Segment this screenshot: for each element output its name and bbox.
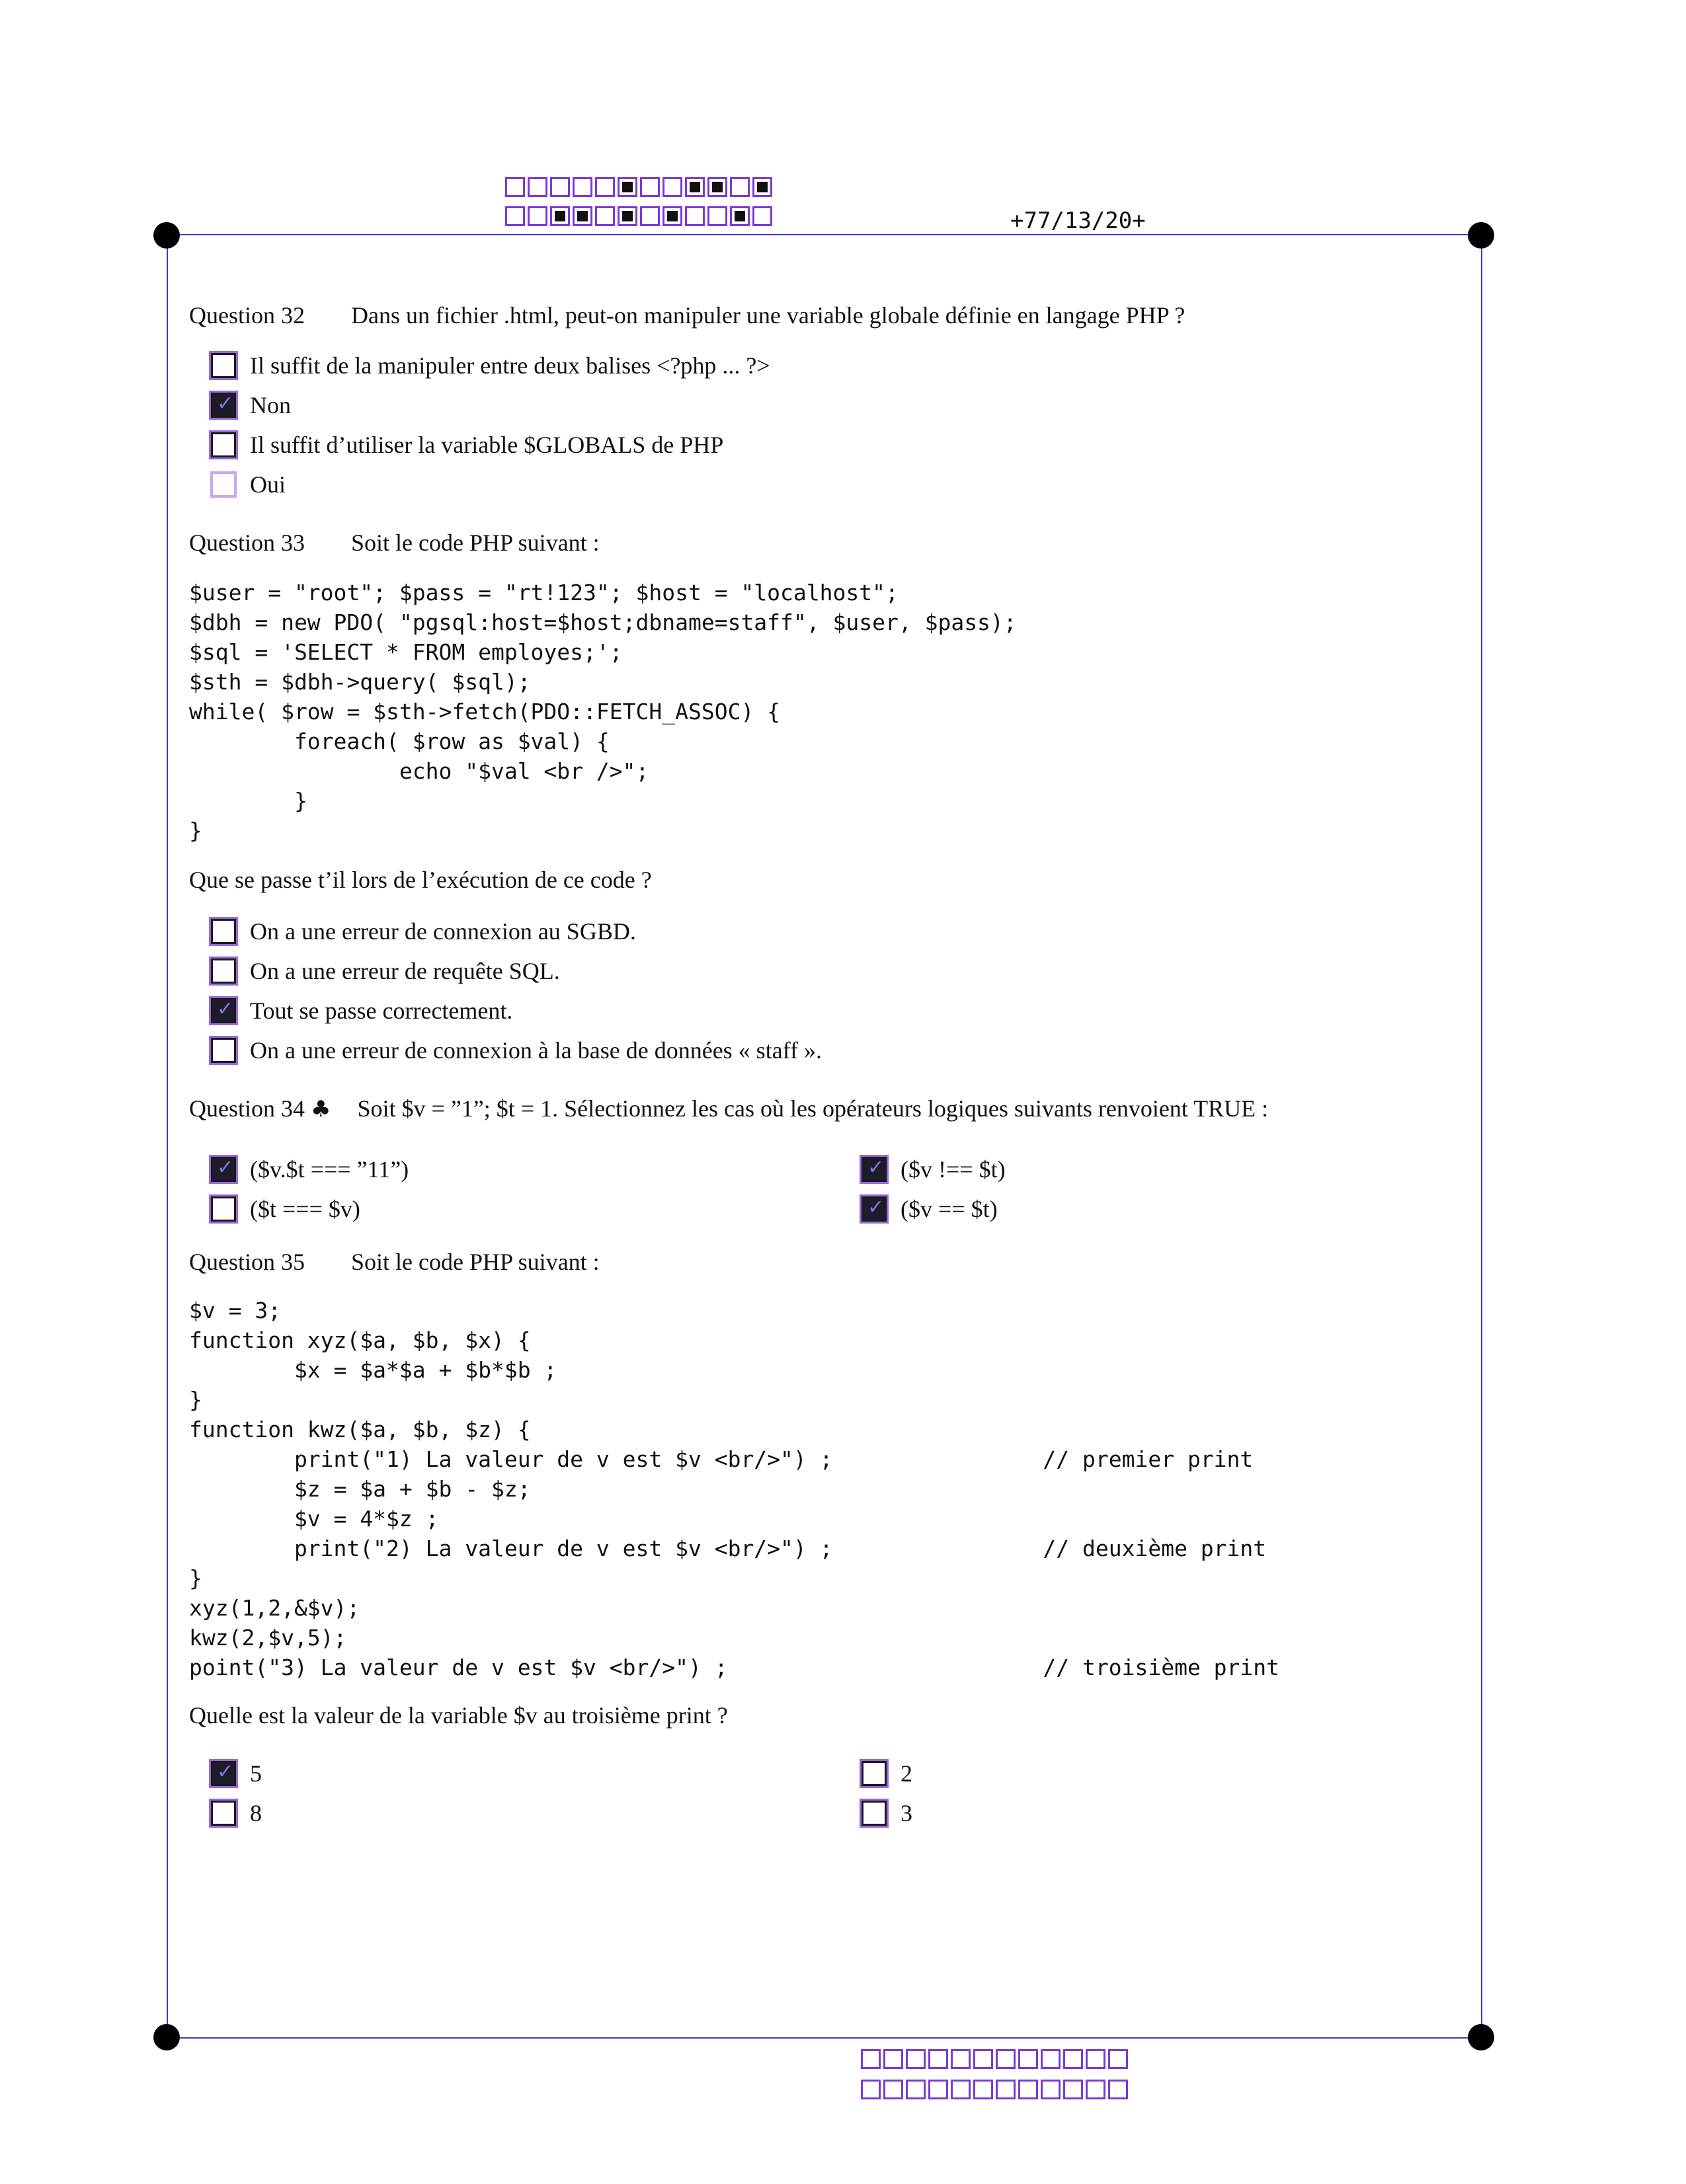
question-prompt: Soit $v = ”1”; $t = 1. Sélectionnez les cas où les opérateurs logiques suivants renvoient TRUE : xyxy=(357,1095,1269,1122)
code-box xyxy=(1018,2049,1038,2069)
code-box xyxy=(662,177,682,197)
q34-answer-2[interactable] xyxy=(861,1155,1006,1183)
code-box xyxy=(528,177,547,197)
code-box xyxy=(1041,2080,1061,2099)
code-box xyxy=(1108,2049,1128,2069)
code-box xyxy=(640,206,660,226)
question-number: Question 35 xyxy=(189,1249,305,1275)
code-box xyxy=(996,2080,1016,2099)
q33-question: Que se passe t’il lors de l’exécution de ce code ? xyxy=(189,867,652,893)
answer-label: ($v !== $t) xyxy=(901,1156,1006,1183)
q35-code-block: $v = 3; function xyz($a, $b, $x) { $x = $a*$a + $b*$b ; } function kwz($a, $b, $z) { print("1) La valeur de v est $v <br/>") ; // premier print $z = $a + $b - $z; $v = 4*$z ; print("2) La valeur de v est $v <br/>") ; // deuxième print } xyz(1,2,&$v); kwz(2,$v,5); point("3) La valeur de v est $v <br/>") ; // troisième print xyxy=(189,1298,1280,1680)
q35-answer-2[interactable] xyxy=(861,1760,912,1787)
q35-answer-4[interactable] xyxy=(861,1799,912,1827)
code-box xyxy=(1063,2080,1083,2099)
answer-label: On a une erreur de connexion au SGBD. xyxy=(250,918,636,945)
answer-label: ($v == $t) xyxy=(901,1196,998,1222)
q34-answer-4[interactable] xyxy=(861,1195,998,1223)
question-35-header xyxy=(189,1248,600,1276)
code-box xyxy=(618,177,637,197)
answer-label: 3 xyxy=(901,1800,912,1826)
q34-answer-3[interactable] xyxy=(210,1195,360,1223)
q32-checkbox-4[interactable] xyxy=(210,471,237,498)
q35-checkbox-2[interactable] xyxy=(861,1760,887,1787)
code-box xyxy=(505,177,525,197)
q32-checkbox-2[interactable] xyxy=(210,392,237,418)
q33-checkbox-3[interactable] xyxy=(210,997,237,1024)
code-box xyxy=(1041,2049,1061,2069)
code-box xyxy=(883,2049,903,2069)
answer-label: Il suffit d’utiliser la variable $GLOBALS de PHP xyxy=(250,432,724,458)
answer-label: On a une erreur de connexion à la base de données « staff ». xyxy=(250,1037,823,1064)
question-number: Question 32 xyxy=(189,302,305,329)
frame-left xyxy=(167,234,168,2039)
code-box xyxy=(996,2049,1016,2069)
question-33-header xyxy=(189,529,600,557)
code-box xyxy=(928,2080,948,2099)
q32-answer-2[interactable] xyxy=(210,391,291,419)
answer-label: 2 xyxy=(901,1760,912,1787)
code-box xyxy=(505,206,525,226)
code-box xyxy=(928,2049,948,2069)
answer-label: Non xyxy=(250,392,291,418)
corner-marker-bottom-right xyxy=(1468,2024,1494,2050)
q35-checkbox-1[interactable] xyxy=(210,1760,237,1787)
code-box xyxy=(861,2080,881,2099)
code-box xyxy=(906,2080,926,2099)
code-box xyxy=(752,177,772,197)
frame-top xyxy=(167,234,1482,235)
code-box xyxy=(1086,2049,1105,2069)
q33-checkbox-4[interactable] xyxy=(210,1037,237,1064)
question-32-header xyxy=(189,301,1185,329)
frame-right xyxy=(1481,234,1482,2039)
q33-code-block: $user = "root"; $pass = "rt!123"; $host = "localhost"; $dbh = new PDO( "pgsql:host=$host;dbname=staff", $user, $pass); $sql = 'SELECT * FROM employes;'; $sth = $dbh->query( $sql); while( $row = $sth->fetch(PDO::FETCH_ASSOC) { foreach( $row as $val) { echo "$val <br />"; } } xyxy=(189,580,1017,843)
q32-answer-1[interactable] xyxy=(210,352,770,379)
top-code-row-2 xyxy=(505,206,775,226)
code-box xyxy=(973,2080,993,2099)
q34-checkbox-1[interactable] xyxy=(210,1156,237,1183)
code-box xyxy=(685,206,705,226)
answer-label: On a une erreur de requête SQL. xyxy=(250,958,560,984)
q32-checkbox-3[interactable] xyxy=(210,432,237,458)
q33-answer-1[interactable] xyxy=(210,917,636,945)
q34-answer-1[interactable] xyxy=(210,1155,409,1183)
top-code-row-1 xyxy=(505,177,775,197)
code-box xyxy=(951,2080,971,2099)
q33-answer-3[interactable] xyxy=(210,997,512,1025)
code-box xyxy=(906,2049,926,2069)
code-box xyxy=(951,2049,971,2069)
answer-label: Il suffit de la manipuler entre deux balises <?php ... ?> xyxy=(250,352,770,379)
code-box xyxy=(595,177,615,197)
code-box xyxy=(1108,2080,1128,2099)
code-box xyxy=(550,206,570,226)
corner-marker-bottom-left xyxy=(153,2024,180,2050)
answer-label: Tout se passe correctement. xyxy=(250,997,513,1024)
code-box xyxy=(707,206,727,226)
question-number: Question 34 xyxy=(189,1095,305,1122)
q34-checkbox-3[interactable] xyxy=(210,1196,237,1222)
corner-marker-top-right xyxy=(1468,222,1494,249)
q35-answer-3[interactable] xyxy=(210,1799,262,1827)
q33-answer-2[interactable] xyxy=(210,957,560,985)
answer-label: Oui xyxy=(250,471,286,498)
question-34-header xyxy=(189,1095,1268,1122)
q35-question: Quelle est la valeur de la variable $v au troisième print ? xyxy=(189,1702,728,1729)
q32-answer-4[interactable] xyxy=(210,471,286,498)
answer-label: 8 xyxy=(250,1800,262,1826)
code-box xyxy=(550,177,570,197)
q35-answer-1[interactable] xyxy=(210,1760,262,1787)
code-box xyxy=(595,206,615,226)
code-box xyxy=(573,177,592,197)
code-box xyxy=(973,2049,993,2069)
multiple-answer-club-icon: ♣ xyxy=(311,1096,331,1122)
code-box xyxy=(1063,2049,1083,2069)
bottom-code-row-2 xyxy=(861,2080,1131,2099)
bottom-code-row-1 xyxy=(861,2049,1131,2069)
code-box xyxy=(1018,2080,1038,2099)
q35-checkbox-3[interactable] xyxy=(210,1800,237,1826)
code-box xyxy=(1086,2080,1105,2099)
code-box xyxy=(662,206,682,226)
code-box xyxy=(730,206,750,226)
question-prompt: Dans un fichier .html, peut-on manipuler une variable globale définie en langage PHP ? xyxy=(351,302,1185,329)
question-prompt: Soit le code PHP suivant : xyxy=(351,1249,600,1275)
q33-answer-4[interactable] xyxy=(210,1036,822,1064)
q33-checkbox-2[interactable] xyxy=(210,958,237,984)
code-box xyxy=(685,177,705,197)
code-box xyxy=(528,206,547,226)
answer-label: 5 xyxy=(250,1760,262,1787)
question-number: Question 33 xyxy=(189,529,305,556)
code-box xyxy=(707,177,727,197)
code-box xyxy=(883,2080,903,2099)
answer-label: ($t === $v) xyxy=(250,1196,360,1222)
code-box xyxy=(861,2049,881,2069)
q33-checkbox-1[interactable] xyxy=(210,918,237,945)
corner-marker-top-left xyxy=(153,222,180,249)
code-box xyxy=(618,206,637,226)
q34-checkbox-4[interactable] xyxy=(861,1196,887,1222)
sheet-id: +77/13/20+ xyxy=(1010,208,1146,234)
code-box xyxy=(573,206,592,226)
code-box xyxy=(640,177,660,197)
q34-checkbox-2[interactable] xyxy=(861,1156,887,1183)
q32-answer-3[interactable] xyxy=(210,431,723,459)
question-prompt: Soit le code PHP suivant : xyxy=(351,529,600,556)
frame-bottom xyxy=(167,2037,1482,2039)
q32-checkbox-1[interactable] xyxy=(210,352,237,379)
q35-checkbox-4[interactable] xyxy=(861,1800,887,1826)
code-box xyxy=(730,177,750,197)
answer-label: ($v.$t === ”11”) xyxy=(250,1156,409,1183)
code-box xyxy=(752,206,772,226)
